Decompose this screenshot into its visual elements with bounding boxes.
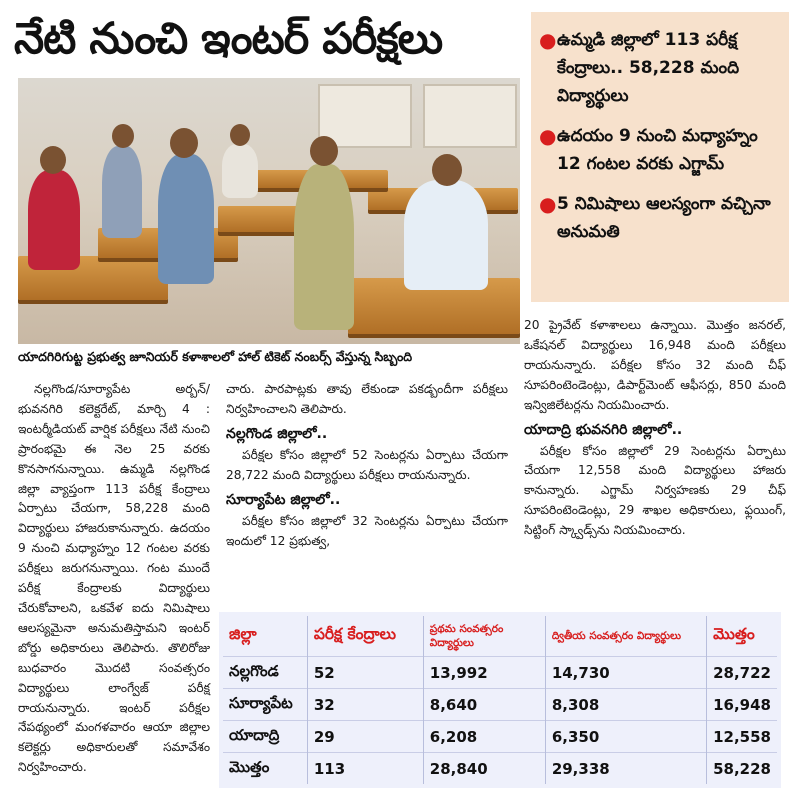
- highlight-text: ఉదయం 9 నుంచి మధ్యాహ్నం 12 గంటల వరకు ఎగ్జామ్: [557, 126, 758, 174]
- table-cell: 52: [307, 657, 423, 689]
- table-cell: యాదాద్రి: [223, 721, 307, 753]
- window-shape: [423, 84, 517, 148]
- statistics-table-box: [219, 612, 781, 788]
- head-shape: [432, 154, 462, 186]
- table-cell: సూర్యాపేట: [223, 689, 307, 721]
- table-header-cell: ద్వితీయ సంవత్సరం విద్యార్థులు: [545, 616, 706, 657]
- table-row-total: [223, 753, 777, 785]
- article-paragraph: పరీక్షల కోసం జిల్లాలో 52 సెంటర్లను ఏర్పాటు చేయగా 28,722 మంది విద్యార్థులు పరీక్షలు రాయనున్నారు.: [226, 447, 508, 482]
- table-cell: 6,350: [545, 721, 706, 753]
- head-shape: [310, 136, 338, 166]
- table-cell: 29,338: [545, 753, 706, 785]
- table-cell: 13,992: [423, 657, 545, 689]
- article-column-2: [226, 380, 508, 610]
- article-paragraph: పరీక్షల కోసం జిల్లాలో 32 సెంటర్లను ఏర్పాటు చేయగా ఇందులో 12 ప్రభుత్వ,: [226, 513, 508, 548]
- table-cell: మొత్తం: [223, 753, 307, 785]
- person-shape: [294, 164, 354, 330]
- headline: నేటి నుంచి ఇంటర్ పరీక్షలు: [14, 14, 443, 64]
- article-paragraph: పరీక్షల కోసం జిల్లాలో 29 సెంటర్లను ఏర్పాటు చేయగా 12,558 మంది విద్యార్థులు హాజరు కానున్నారు. ఎగ్జామ్ నిర్వహణకు 29 చీఫ్ సూపరింటెండెంట్లు, 29 శాఖల అధికారులు, ఫ్లయింగ్, సిట్టింగ్ స్క్వాడ్స్‌ను నియమించారు.: [524, 443, 786, 538]
- section-heading-suryapet: సూర్యాపేట జిల్లాలో..: [226, 491, 341, 508]
- section-heading-nalgonda: నల్లగొండ జిల్లాలో..: [226, 425, 328, 442]
- head-shape: [112, 124, 134, 148]
- highlight-item: [539, 122, 781, 178]
- table-cell: 113: [307, 753, 423, 785]
- table-header-cell: జిల్లా: [223, 616, 307, 657]
- table-cell: 16,948: [707, 689, 777, 721]
- head-shape: [170, 128, 198, 158]
- person-shape: [404, 180, 488, 290]
- article-paragraph: చారు. పారపాట్లకు తావు లేకుండా పకడ్బందీగా పరీక్షలు నిర్వహించాలని తెలిపారు.: [226, 382, 508, 416]
- highlight-item: [539, 26, 781, 110]
- exam-hall-photo: [18, 78, 520, 344]
- table-cell: 28,722: [707, 657, 777, 689]
- table-cell: 29: [307, 721, 423, 753]
- statistics-table: [223, 616, 777, 784]
- person-shape: [158, 154, 214, 284]
- table-row: [223, 721, 777, 753]
- table-header-row: [223, 616, 777, 657]
- table-cell: నల్లగొండ: [223, 657, 307, 689]
- table-header-cell: పరీక్ష కేంద్రాలు: [307, 616, 423, 657]
- person-shape: [28, 170, 80, 270]
- bullet-icon: ●: [539, 124, 557, 148]
- table-cell: 8,640: [423, 689, 545, 721]
- person-shape: [102, 146, 142, 238]
- table-cell: 32: [307, 689, 423, 721]
- article-paragraph: 20 ప్రైవేట్ కళాశాలలు ఉన్నాయి. మొత్తం జనరల్, ఒకేషనల్ విద్యార్థులు 16,948 మంది పరీక్షలు రాయనున్నారు. పరీక్షల కోసం 32 మంది చీఫ్ సూపరింటెండెంట్లు, డిపార్ట్‌మెంట్ ఆఫీసర్లు, 850 మంది ఇన్విజిలేటర్లను నియమించారు.: [524, 318, 786, 412]
- article-paragraph: నల్లగొండ/సూర్యాపేట అర్బన్/భువనగిరి కలెక్టరేట్, మార్చి 4 : ఇంటర్మీడియట్ వార్షిక పరీక్షలు నేటి నుంచి ప్రారంభమై ఈ నెల 25 వరకు కొనసాగనున్నాయి. ఉమ్మడి నల్లగొండ జిల్లా వ్యాప్తంగా 113 పరీక్ష కేంద్రాలు ఏర్పాటు చేయగా, 58,228 మంది విద్యార్థులు హాజరుకానున్నారు. ఉదయం 9 నుంచి మధ్యాహ్నం 12 గంటల వరకు పరీక్షలు జరుగనున్నాయి. గంట ముందే పరీక్ష కేంద్రాలకు విద్యార్థులు చేరుకోవాలని, ఒకవేళ ఐదు నిమిషాలు ఆలస్యమైనా అనుమతిస్తామని ఇంటర్ బోర్డు అధికారులు తెలిపారు. తొలిరోజు బుధవారం మొదటి సంవత్సరం విద్యార్థులు లాంగ్వేజ్ పరీక్ష రాయనున్నారు. ఇంటర్ పరీక్షల నేపథ్యంలో మంగళవారం ఆయా జిల్లాల కలెక్టర్లు అధికారులతో సమావేశం నిర్వహించారు.: [18, 382, 210, 775]
- table-cell: 14,730: [545, 657, 706, 689]
- head-shape: [230, 124, 250, 146]
- table-row: [223, 689, 777, 721]
- table-header-cell: మొత్తం: [713, 625, 755, 643]
- article-column-3: [524, 316, 786, 608]
- article-column-1: [18, 380, 210, 795]
- bullet-icon: ●: [539, 192, 557, 216]
- head-shape: [40, 146, 66, 174]
- highlight-text: ఉమ్మడి జిల్లాలో 113 పరీక్ష కేంద్రాలు.. 58,228 మంది విద్యార్థులు: [557, 30, 740, 106]
- highlight-item: [539, 190, 781, 246]
- person-shape: [222, 144, 258, 198]
- table-cell: 6,208: [423, 721, 545, 753]
- table-header-cell: ప్రథమ సంవత్సరం విద్యార్థులు: [423, 616, 545, 657]
- section-heading-yadadri: యాదాద్రి భువనగిరి జిల్లాలో..: [524, 421, 683, 438]
- table-cell: 12,558: [707, 721, 777, 753]
- highlights-box: [531, 12, 789, 302]
- table-cell: 58,228: [707, 753, 777, 785]
- table-cell: 8,308: [545, 689, 706, 721]
- table-cell: 28,840: [423, 753, 545, 785]
- highlight-text: 5 నిమిషాలు ఆలస్యంగా వచ్చినా అనుమతి: [557, 194, 771, 242]
- photo-caption: యాదగిరిగుట్ట ప్రభుత్వ జూనియర్ కళాశాలలో హాల్ టికెట్ నంబర్స్ వేస్తున్న సిబ్బంది: [18, 349, 413, 364]
- bullet-icon: ●: [539, 28, 557, 52]
- table-row: [223, 657, 777, 689]
